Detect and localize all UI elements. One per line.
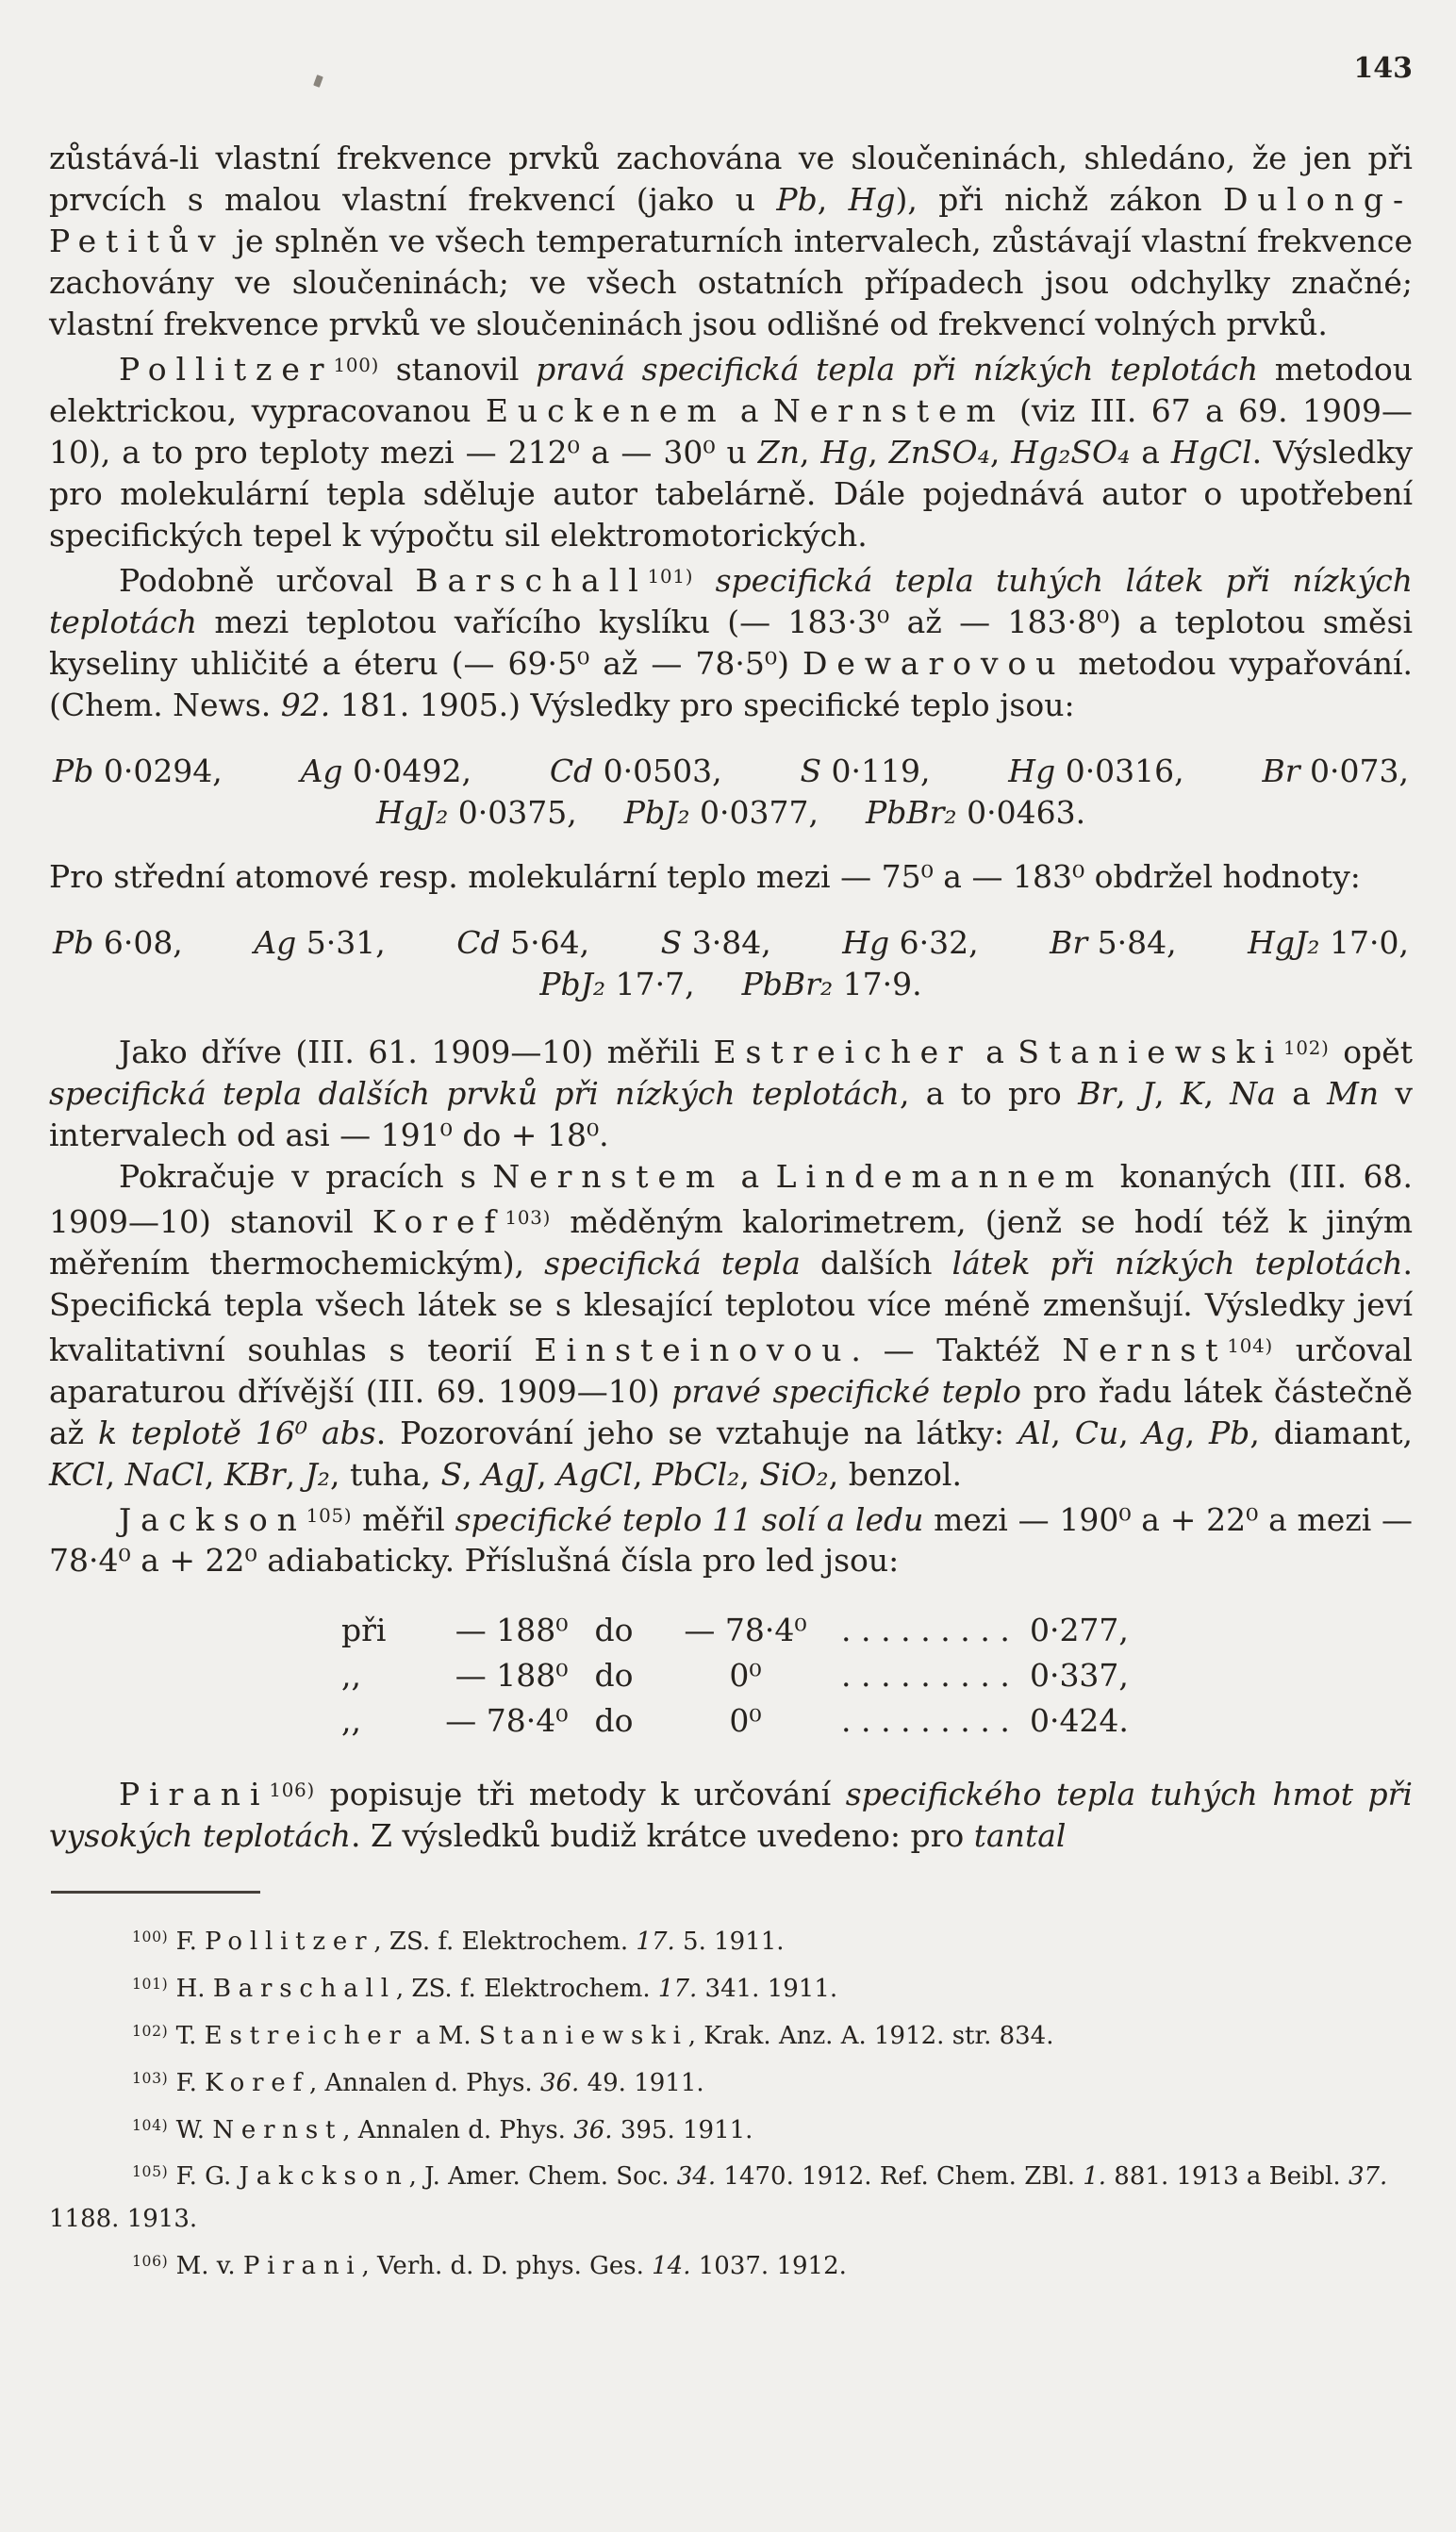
substance-symbol: PbJ₂ [539,965,606,1002]
heat-value: 0·424. [1029,1702,1129,1740]
text-segment: NaCl [124,1455,205,1493]
text-segment: Dulong-Petitův [49,181,1413,259]
text-segment: 14. [652,2251,691,2280]
text-segment: mezi — 190⁰ a + 22⁰ a mezi — 78·4⁰ a + 22⁰ adiabaticky. Příslušná čísla pro led jsou: [49,1500,1414,1580]
text-segment: , [799,433,821,471]
text-segment: Pro střední atomové resp. molekulární teplo mezi — 75⁰ a — 183⁰ obdržel hodnoty: [49,857,1361,895]
text-segment: měděným kalorimetrem, (jenž se hodí též k jiným měřením thermochemickým), [49,1202,1413,1282]
text-segment: Estreicher [713,1033,972,1070]
text-segment: , [1154,1074,1181,1112]
text-segment: 1470. 1912. Ref. Chem. ZBl. [716,2162,1084,2192]
text-segment: , [868,433,889,471]
text-segment: . Z výsledků budiž krátce uvedeno: pro [350,1817,974,1855]
footnote-100 [49,1916,1413,1963]
text-segment: , ZS. f. Elektrochem. [373,1928,637,1957]
text-segment: ), při nichž zákon [895,181,1224,218]
heat-value: 0·337, [1029,1657,1129,1695]
text-segment: Staniewski [478,2021,688,2050]
text-segment: F. G. [168,2162,240,2192]
text-segment: dalších [800,1244,952,1282]
heat-value: 17·0, [1319,923,1409,961]
text-segment: , [105,1455,125,1493]
text-segment: zůstává-li vlastní frekvence prvků zachována ve sloučeninách, shledáno, že jen při prvcích s malou vlastní frekvencí (jako u [49,140,1413,218]
substance-value-pair [742,964,922,1005]
substance-symbol: Cd [549,752,594,789]
text-segment: (viz III. 67 a 69. 1909—10), a to pro teploty mezi — 212⁰ a — 30⁰ u [49,391,1413,471]
ice-heat-table [341,1608,1413,1744]
substance-symbol: Ag [254,923,297,961]
substance-value-pair [866,792,1085,834]
ice-table-row [341,1698,1413,1744]
text-segment: Dewarovou [802,644,1066,682]
text-segment: specifická tepla dalších prvků při nízkých teplotách [49,1074,900,1112]
heat-value: 0·277, [1029,1612,1129,1649]
substance-symbol: Br [1262,752,1300,789]
heat-value: 0·0377, [689,793,819,831]
text-segment: Jako dříve (III. 61. 1909—10) měřili [119,1033,714,1070]
atomic-heat-values-block [49,922,1413,1005]
text-segment: 17. [657,1974,698,2003]
text-segment: Br [1078,1074,1117,1112]
substance-value-pair [456,922,589,964]
substance-symbol: Pb [53,752,94,789]
text-segment: . Specifická tepla všech látek se s klesající teplotou více méně zmenšují. Výsledky jeví kvalitativní souhlas s teorií [49,1244,1414,1368]
text-segment: Mn [1327,1074,1380,1112]
text-segment: 1037. 1912. [690,2251,847,2280]
text-segment: F. [168,2068,206,2097]
substance-symbol: Ag [300,752,343,789]
text-segment: Barschall [415,561,648,599]
text-segment: 341. 1911. [697,1974,838,2003]
text-segment: popisuje tři metody k určování [315,1776,846,1813]
text-segment: 181. 1905.) Výsledky pro specifické teplo jsou: [330,686,1075,723]
substance-value-pair [550,751,722,792]
substance-value-pair [624,792,819,834]
heat-value: 17·7, [605,965,695,1002]
text-segment: pravá specifická tepla při nízkých teplotách [536,350,1259,388]
substance-value-pair [800,751,930,792]
text-segment: KBr [223,1455,286,1493]
footnote-102 [49,2011,1413,2058]
substance-value-pair [842,922,978,964]
text-segment: , [1051,1414,1075,1451]
text-segment: , [1118,1414,1143,1451]
range-from: — 188⁰ [455,1657,569,1695]
text-segment: a [724,1157,776,1195]
text-segment: 106) [132,2253,169,2271]
text-segment: konaných (III. 68. 1909—10) stanovil [49,1157,1413,1240]
text-segment: , diamant, [1249,1414,1414,1451]
text-segment: M. v. [168,2251,243,2280]
text-segment: W. [168,2115,213,2144]
paragraph-estreicher-staniewski [49,1028,1413,1156]
footnotes [49,1916,1413,2288]
text-segment: H. [168,1974,213,2003]
footnote-separator [51,1891,260,1894]
paragraph-mean-atomic-heat [49,856,1413,898]
substance-value-pair [376,792,577,834]
text-segment: 36. [539,2068,580,2097]
text-segment: Staniewski [1018,1033,1284,1070]
text-segment: , [817,181,849,218]
dot-leader: ......... [841,1612,1020,1649]
range-conj: do [594,1612,634,1649]
text-segment: 100) [132,1928,169,1946]
heat-value: 0·0316, [1055,752,1184,789]
text-segment: Barschall [212,1974,396,2003]
text-segment: , [989,433,1012,471]
text-segment: specifické teplo 11 solí a ledu [455,1500,924,1538]
text-segment: 395. 1911. [612,2115,753,2144]
text-segment: specifického tepla tuhých hmot při vysokých teplotách [49,1776,1413,1855]
text-segment: Nernst [212,2115,343,2144]
text-segment: specifická tepla [544,1244,801,1282]
text-segment: , [462,1455,483,1493]
heat-value: 0·073, [1299,752,1409,789]
text-segment: Einsteinovou [534,1331,852,1368]
paragraph-jackson [49,1496,1413,1582]
heat-value: 6·08, [93,923,183,961]
text-segment: 36. [573,2115,613,2144]
substance-symbol: Br [1050,923,1088,961]
text-segment: 105) [306,1504,353,1527]
heat-value: 17·9. [833,965,922,1002]
text-segment: ZnSO₄ [888,433,990,471]
heat-value: 0·0294, [93,752,223,789]
substance-value-pair [1248,922,1409,964]
atomic-heat-line-1 [49,922,1413,964]
text-segment: KCl [49,1455,106,1493]
page-number: 143 [1353,52,1413,85]
text-segment: Hg [848,181,896,218]
substance-symbol: PbBr₂ [866,793,957,831]
range-to: 0⁰ [729,1702,762,1740]
range-to: — 78·4⁰ [684,1612,807,1649]
substance-value-pair [301,751,472,792]
atomic-heat-line-2 [49,964,1413,1005]
text-segment: 92. [280,686,331,723]
text-segment: 101) [132,1976,169,1994]
text-segment: stanovil [379,350,537,388]
paragraph-eigenfrequencies [49,138,1413,345]
text-segment: Pb [776,181,818,218]
text-segment: , [285,1455,306,1493]
text-segment: specifická tepla tuhých látek při nízkých teplotách [49,561,1413,640]
text-segment: 104) [1227,1334,1274,1357]
paragraph-pirani [49,1770,1413,1857]
heat-value: 6·32, [889,923,979,961]
text-segment: k teplotě 16⁰ abs [97,1414,376,1451]
text-segment: , Verh. d. D. phys. Ges. [361,2251,653,2280]
text-segment: Estreicher [204,2021,408,2050]
text-segment: Jackson [119,1500,306,1538]
text-segment: 49. 1911. [579,2068,704,2097]
row-label: ,, [341,1702,361,1740]
text-segment: , tuha, [330,1455,441,1493]
substance-value-pair [53,751,223,792]
text-segment: . Výsledky pro molekulární tepla sděluje autor tabelárně. Dále pojednává autor o upotřebení specifických tepel k výpočtu sil elektromotorických. [49,433,1414,554]
text-segment: 103) [505,1206,552,1229]
text-segment: 1188. 1913. [49,2205,198,2234]
substance-value-pair [53,922,183,964]
substance-symbol: S [660,923,683,961]
substance-symbol: Cd [456,923,501,961]
text-segment: K [1180,1074,1204,1112]
footnote-103 [49,2058,1413,2105]
text-segment: v intervalech od asi — 191⁰ do + 18⁰. [49,1074,1414,1153]
text-segment: mezi teplotou vařícího kyslíku (— 183·3⁰ až — 183·8⁰) a teplotou směsi kyseliny uhličité a éteru (— 69·5⁰ až — 78·5⁰) [49,603,1413,682]
text-segment: Nernstem [772,391,1005,429]
text-segment: PbCl₂ [652,1455,740,1493]
dot-leader: ......... [841,1657,1020,1695]
text-segment: AgCl [556,1455,633,1493]
heat-value: 3·84, [682,923,771,961]
text-segment: 102) [132,2022,169,2040]
text-segment: 1. [1083,2162,1107,2192]
text-segment [693,562,715,599]
footnote-105 [49,2151,1413,2241]
range-from: — 78·4⁰ [445,1702,569,1740]
text-segment: Jakckson [239,2162,409,2192]
substance-value-pair [254,922,385,964]
text-segment: pro řadu látek částečně až [49,1372,1413,1451]
text-segment: , [739,1455,760,1493]
text-segment: 102) [1283,1036,1330,1059]
text-segment: SiO₂ [759,1455,829,1493]
page-body [49,138,1413,1857]
text-segment: Hg₂SO₄ [1011,433,1131,471]
text-segment: , benzol. [828,1455,962,1493]
substance-value-pair [1050,922,1177,964]
text-segment: Pb [1208,1414,1250,1451]
text-segment: 5. 1911. [674,1928,785,1957]
text-segment: a [1130,433,1171,471]
text-segment: Koref [205,2068,309,2097]
paragraph-koref-nernst [49,1156,1413,1496]
text-segment: 103) [132,2069,169,2087]
paragraph-pollitzer [49,345,1413,556]
specific-heat-line-2 [49,792,1413,834]
text-segment: 881. 1913 a Beibl. [1106,2162,1348,2192]
text-segment: Pokračuje v pracích s [119,1157,493,1195]
text-segment: je splněn ve všech temperaturních intervalech, zůstávají vlastní frekvence zachovány ve sloučeninách; ve všech ostatních případech jsou odchylky značné; vlastní frekvence prvků ve sloučeninách jsou odlišné od frekvencí volných prvků. [49,223,1413,342]
text-segment: opět [1329,1033,1413,1070]
text-segment: 105) [132,2163,169,2181]
substance-symbol: HgJ₂ [1248,923,1320,961]
ice-table-row [341,1608,1413,1653]
text-segment: Pirani [242,2251,362,2280]
text-segment: Nernstem [492,1157,725,1195]
range-to: 0⁰ [729,1657,762,1695]
heat-value: 0·0463. [956,793,1086,831]
paragraph-barschall [49,556,1413,726]
text-segment: S [440,1455,463,1493]
footnote-101 [49,1963,1413,2011]
text-segment: Koref [372,1202,505,1240]
text-segment: J₂ [305,1455,331,1493]
text-segment: , [632,1455,653,1493]
text-segment: Podobně určoval [119,561,416,599]
text-segment: 106) [269,1779,316,1802]
text-segment: , a to pro [899,1074,1079,1112]
text-segment: Cu [1074,1414,1119,1451]
substance-value-pair [661,922,771,964]
text-segment: , [1116,1074,1142,1112]
range-from: — 188⁰ [455,1612,569,1649]
text-segment: , J. Amer. Chem. Soc. [408,2162,677,2192]
text-segment: , Annalen d. Phys. [308,2068,540,2097]
text-segment: J [1141,1074,1155,1112]
heat-value: 0·0503, [593,752,722,789]
text-segment: F. [168,1928,206,1957]
text-segment: Euckenem [485,391,726,429]
text-segment: Hg [820,433,869,471]
substance-symbol: Hg [842,923,890,961]
text-segment: 34. [676,2162,717,2192]
text-segment: 101) [647,565,694,587]
text-segment: , Annalen d. Phys. [342,2115,574,2144]
text-segment: T. [168,2021,205,2050]
substance-symbol: PbJ₂ [623,793,690,831]
text-segment: metodou elektrickou, vypracovanou [49,350,1413,429]
text-segment: Na [1230,1074,1276,1112]
ice-table-row [341,1653,1413,1698]
range-conj: do [594,1702,634,1740]
text-segment: 17. [636,1928,675,1957]
text-segment: , ZS. f. Elektrochem. [395,1974,658,2003]
text-segment: a [1275,1074,1328,1112]
text-segment: Pollitzer [205,1928,374,1957]
text-segment: Pirani [119,1776,270,1813]
text-segment: , [1203,1074,1231,1112]
range-conj: do [594,1657,634,1695]
substance-symbol: PbBr₂ [741,965,834,1002]
text-segment: HgCl [1170,433,1252,471]
text-segment: , [204,1455,224,1493]
text-segment: látek při nízkých teplotách [951,1244,1403,1282]
text-segment: . — Taktéž [851,1331,1063,1368]
text-segment: 104) [132,2116,169,2134]
footnote-106 [49,2241,1413,2288]
footnote-104 [49,2105,1413,2152]
text-segment: Pollitzer [119,350,334,388]
text-segment: měřil [352,1500,455,1538]
text-segment: . Pozorování jeho se vztahuje na látky: [375,1414,1018,1451]
text-segment: 37. [1348,2162,1388,2192]
text-segment: a [725,391,773,429]
text-segment: Nernst [1062,1331,1228,1368]
heat-value: 0·0375, [448,793,577,831]
heat-value: 0·0492, [342,752,472,789]
text-segment: tantal [973,1817,1067,1855]
heat-value: 5·64, [500,923,590,961]
text-segment: 100) [333,355,380,376]
heat-value: 5·31, [296,923,386,961]
text-segment: pravé specifické teplo [671,1372,1022,1410]
row-label: při [341,1612,387,1649]
substance-symbol: Pb [53,923,94,961]
substance-symbol: Hg [1008,752,1056,789]
specific-heat-line-1 [49,751,1413,792]
text-segment: Lindemannem [775,1157,1104,1195]
text-segment: určoval aparaturou dřívější (III. 69. 1909—10) [49,1331,1413,1410]
text-segment: a [971,1033,1018,1070]
row-label: ,, [341,1657,361,1695]
text-segment: , [537,1455,557,1493]
heat-value: 5·84, [1087,923,1177,961]
heat-value: 0·119, [821,752,931,789]
substance-value-pair [1262,751,1408,792]
specific-heat-values-block [49,751,1413,834]
substance-symbol: S [800,752,822,789]
text-segment: , Krak. Anz. A. 1912. str. 834. [687,2021,1054,2050]
substance-symbol: HgJ₂ [375,793,449,831]
substance-value-pair [539,964,694,1005]
text-segment: Zn [757,433,800,471]
text-segment: , [1184,1414,1209,1451]
substance-value-pair [1008,751,1183,792]
dot-leader: ......... [841,1702,1020,1740]
text-segment: Al [1018,1414,1051,1451]
text-segment: metodou vypařování. (Chem. News. [49,644,1413,723]
text-segment: a M. [407,2021,479,2050]
text-segment: AgJ [482,1455,538,1493]
text-segment: Ag [1142,1414,1185,1451]
